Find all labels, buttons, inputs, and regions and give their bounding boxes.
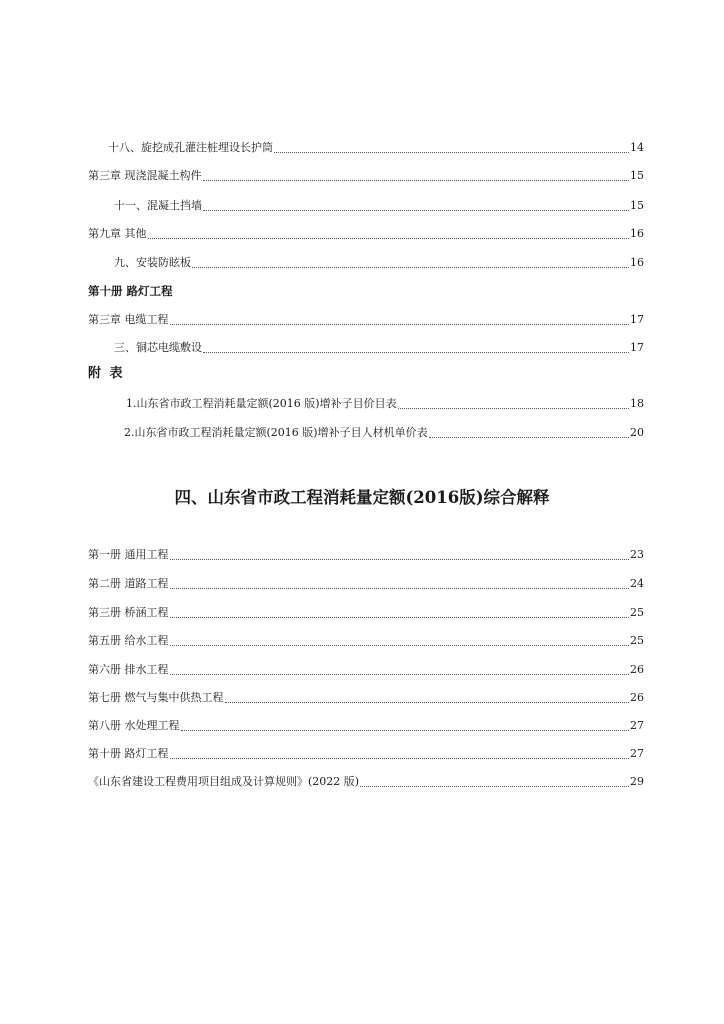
- leader-dots: [429, 436, 629, 438]
- leader-dots: [181, 729, 630, 731]
- toc-entry-page: 16: [630, 227, 644, 240]
- toc-entry-page: 27: [630, 747, 644, 760]
- leader-dots: [170, 757, 630, 759]
- toc-entry-page: 25: [630, 634, 644, 647]
- toc-entry[interactable]: [114, 340, 644, 356]
- leader-dots: [360, 785, 629, 787]
- leader-dots: [170, 323, 630, 325]
- toc-entry-page: 15: [630, 169, 644, 182]
- toc-entry-label: 十八、旋挖成孔灌注桩埋设长护筒: [108, 141, 273, 154]
- toc-entry[interactable]: [124, 425, 644, 441]
- toc-entry[interactable]: [114, 255, 644, 271]
- toc-entry-label: 第七册 燃气与集中供热工程: [88, 691, 224, 704]
- toc-entry[interactable]: [88, 662, 644, 678]
- toc-entry-label: 第三册 桥涵工程: [88, 606, 169, 619]
- volume-heading: 第十册 路灯工程: [88, 284, 173, 298]
- toc-entry[interactable]: [88, 547, 644, 563]
- toc-entry-label: 十一、混凝土挡墙: [114, 199, 202, 212]
- toc-entry-page: 26: [630, 691, 644, 704]
- leader-dots: [170, 616, 630, 618]
- toc-entry[interactable]: [88, 718, 644, 734]
- toc-entry-page: 25: [630, 606, 644, 619]
- toc-entry[interactable]: [88, 774, 644, 790]
- toc-entry-label: 第八册 水处理工程: [88, 719, 180, 732]
- toc-entry-label: 九、安装防眩板: [114, 256, 191, 269]
- toc-entry-label: 第六册 排水工程: [88, 663, 169, 676]
- toc-entry-page: 20: [630, 426, 644, 439]
- toc-entry-label: 第二册 道路工程: [88, 577, 169, 590]
- leader-dots: [203, 351, 629, 353]
- toc-entry-page: 17: [630, 313, 644, 326]
- toc-entry[interactable]: [114, 198, 644, 214]
- leader-dots: [274, 151, 629, 153]
- appendix-heading: 附 表: [88, 366, 125, 381]
- toc-entry-label: 2.山东省市政工程消耗量定额(2016 版)增补子目人材机单价表: [124, 426, 428, 439]
- toc-entry[interactable]: [88, 576, 644, 592]
- toc-entry[interactable]: [88, 312, 644, 328]
- leader-dots: [398, 407, 629, 409]
- toc-entry[interactable]: [88, 168, 644, 184]
- leader-dots: [192, 266, 629, 268]
- leader-dots: [225, 701, 630, 703]
- toc-entry-page: 17: [630, 341, 644, 354]
- toc-entry-page: 16: [630, 256, 644, 269]
- toc-entry-label: 三、铜芯电缆敷设: [114, 341, 202, 354]
- leader-dots: [203, 209, 629, 211]
- toc-entry[interactable]: [88, 746, 644, 762]
- toc-entry-page: 15: [630, 199, 644, 212]
- toc-entry-label: 《山东省建设工程费用项目组成及计算规则》(2022 版): [88, 775, 360, 788]
- toc-entry-page: 26: [630, 663, 644, 676]
- leader-dots: [148, 237, 630, 239]
- leader-dots: [170, 558, 630, 560]
- toc-entry-label: 第一册 通用工程: [88, 548, 169, 561]
- toc-entry-page: 14: [630, 141, 644, 154]
- toc-entry-label: 第九章 其他: [88, 227, 147, 240]
- toc-entry-label: 第三章 电缆工程: [88, 313, 169, 326]
- toc-entry[interactable]: [88, 690, 644, 706]
- toc-entry-label: 第三章 现浇混凝土构件: [88, 169, 202, 182]
- leader-dots: [170, 644, 630, 646]
- section-title: 四、山东省市政工程消耗量定额(2016版)综合解释: [174, 488, 550, 507]
- toc-entry-page: 23: [630, 548, 644, 561]
- toc-entry[interactable]: [108, 140, 644, 156]
- toc-entry[interactable]: [88, 226, 644, 242]
- toc-entry-label: 1.山东省市政工程消耗量定额(2016 版)增补子目价目表: [126, 397, 397, 410]
- toc-entry-page: 18: [630, 397, 644, 410]
- toc-entry[interactable]: [88, 633, 644, 649]
- leader-dots: [170, 673, 630, 675]
- toc-entry[interactable]: [88, 605, 644, 621]
- toc-entry-page: 27: [630, 719, 644, 732]
- toc-entry-label: 第五册 给水工程: [88, 634, 169, 647]
- leader-dots: [203, 179, 630, 181]
- toc-entry-page: 24: [630, 577, 644, 590]
- leader-dots: [170, 587, 630, 589]
- toc-entry-page: 29: [630, 775, 644, 788]
- toc-entry-label: 第十册 路灯工程: [88, 747, 169, 760]
- toc-entry[interactable]: [126, 396, 644, 412]
